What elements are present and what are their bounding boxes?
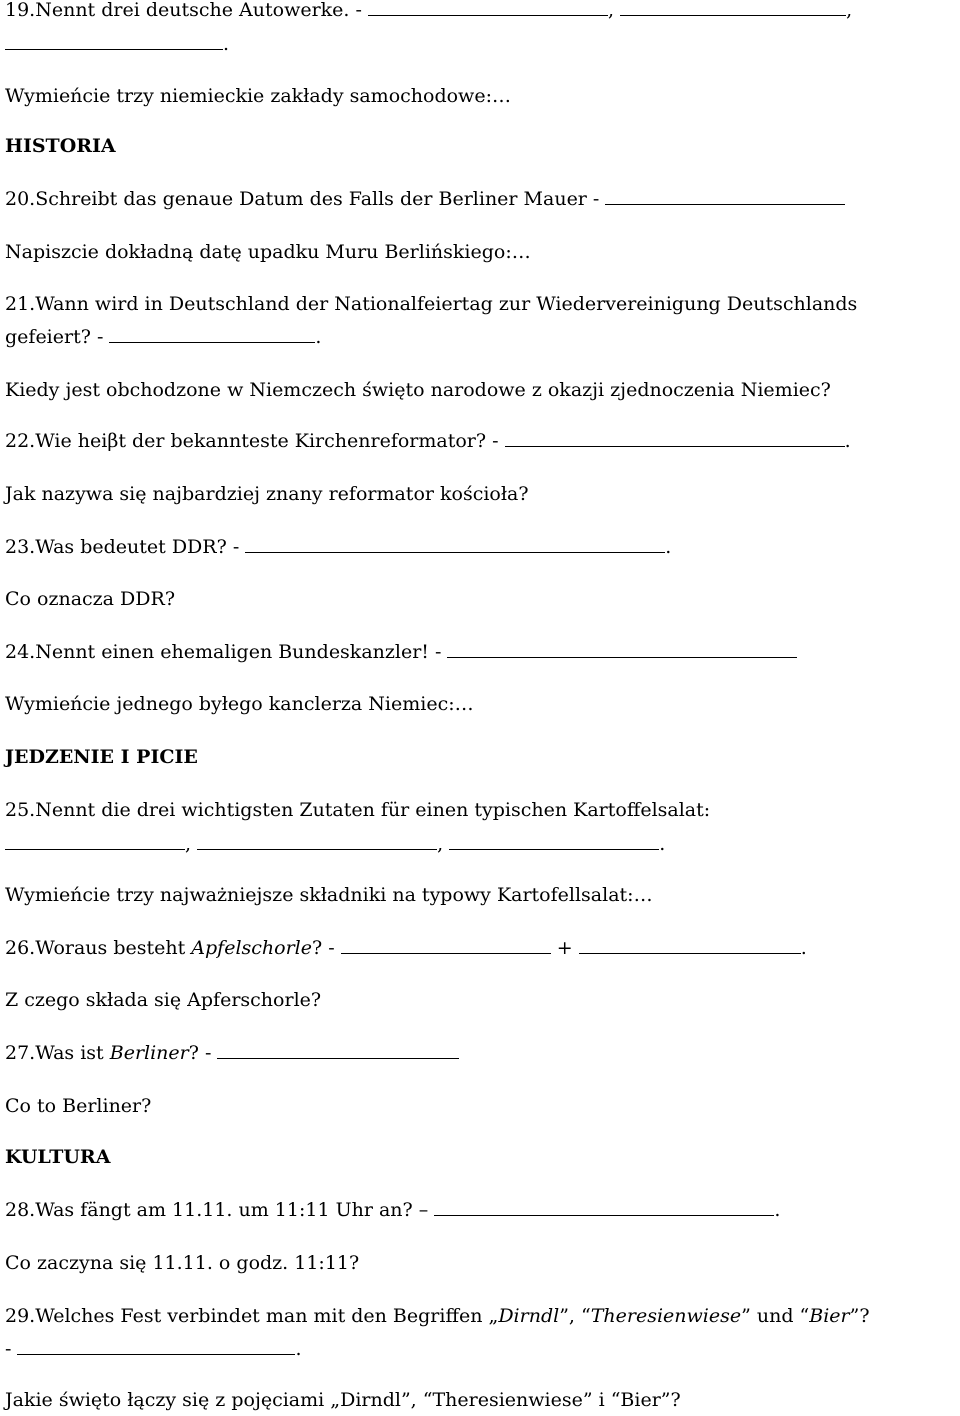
- question-28: 28.Was fängt am 11.11. um 11:11 Uhr an? – .: [5, 1199, 781, 1221]
- question-29: 29.Welches Fest verbindet man mit den Begriffen „Dirndl”, “Theresienwiese” und “Bier”?: [5, 1305, 870, 1327]
- question-21-translation: Kiedy jest obchodzone w Niemczech święto narodowe z okazji zjednoczenia Niemiec?: [5, 379, 831, 401]
- question-29-translation: Jakie święto łączy się z pojęciami „Dirndl”, “Theresienwiese” i “Bier”?: [5, 1389, 681, 1411]
- question-22: 22.Wie heiβt der bekannteste Kirchenreformator? - .: [5, 430, 851, 452]
- question-24: 24.Nennt einen ehemaligen Bundeskanzler! -: [5, 640, 797, 664]
- answer-blank[interactable]: [505, 431, 845, 447]
- question-29-line2: - .: [5, 1338, 302, 1360]
- question-text: 19.Nennt drei deutsche Autowerke. -: [5, 0, 362, 21]
- question-22-translation: Jak nazywa się najbardziej znany reformator kościoła?: [5, 483, 529, 505]
- answer-blank[interactable]: [245, 537, 665, 553]
- answer-blank[interactable]: [17, 1339, 295, 1355]
- answer-blank[interactable]: [434, 1200, 774, 1216]
- term-berliner: Berliner: [109, 1042, 189, 1064]
- question-27-translation: Co to Berliner?: [5, 1095, 152, 1117]
- answer-blank[interactable]: [368, 0, 608, 16]
- question-23-translation: Co oznacza DDR?: [5, 588, 176, 610]
- section-heading: KULTURA: [5, 1146, 111, 1168]
- answer-blank[interactable]: [197, 834, 437, 850]
- question-28-translation: Co zaczyna się 11.11. o godz. 11:11?: [5, 1252, 360, 1274]
- answer-blank[interactable]: [109, 327, 315, 343]
- question-19-line2: .: [5, 32, 229, 56]
- question-21: 21.Wann wird in Deutschland der Nationalfeiertag zur Wiedervereinigung Deutschlands: [5, 293, 858, 315]
- question-21-line2: gefeiert? - .: [5, 326, 322, 348]
- question-20: 20.Schreibt das genaue Datum des Falls der Berliner Mauer -: [5, 187, 845, 211]
- question-19: 19.Nennt drei deutsche Autowerke. - , ,: [5, 0, 853, 21]
- answer-blank[interactable]: [341, 938, 551, 954]
- question-26-translation: Z czego składa się Apferschorle?: [5, 989, 322, 1011]
- question-20-translation: Napiszcie dokładną datę upadku Muru Berlińskiego:…: [5, 241, 531, 263]
- question-25: 25.Nennt die drei wichtigsten Zutaten für einen typischen Kartoffelsalat:: [5, 799, 711, 821]
- answer-blank[interactable]: [217, 1043, 459, 1059]
- question-25-line2: , , .: [5, 832, 665, 856]
- question-19-translation: Wymieńcie trzy niemieckie zakłady samochodowe:…: [5, 85, 511, 107]
- term-apfelschorle: Apfelschorle: [191, 937, 313, 959]
- question-26: 26.Woraus besteht Apfelschorle? - + .: [5, 937, 807, 959]
- question-23: 23.Was bedeutet DDR? - .: [5, 536, 672, 558]
- answer-blank[interactable]: [5, 834, 185, 850]
- answer-blank[interactable]: [579, 938, 801, 954]
- answer-blank[interactable]: [620, 0, 846, 16]
- section-heading: HISTORIA: [5, 135, 116, 157]
- answer-blank[interactable]: [605, 189, 845, 205]
- answer-blank[interactable]: [449, 834, 659, 850]
- question-27: 27.Was ist Berliner? -: [5, 1041, 459, 1065]
- answer-blank[interactable]: [447, 642, 797, 658]
- section-heading: JEDZENIE I PICIE: [5, 746, 198, 768]
- question-24-translation: Wymieńcie jednego byłego kanclerza Niemiec:…: [5, 693, 474, 715]
- question-25-translation: Wymieńcie trzy najważniejsze składniki na typowy Kartofellsalat:…: [5, 884, 653, 906]
- answer-blank[interactable]: [5, 34, 223, 50]
